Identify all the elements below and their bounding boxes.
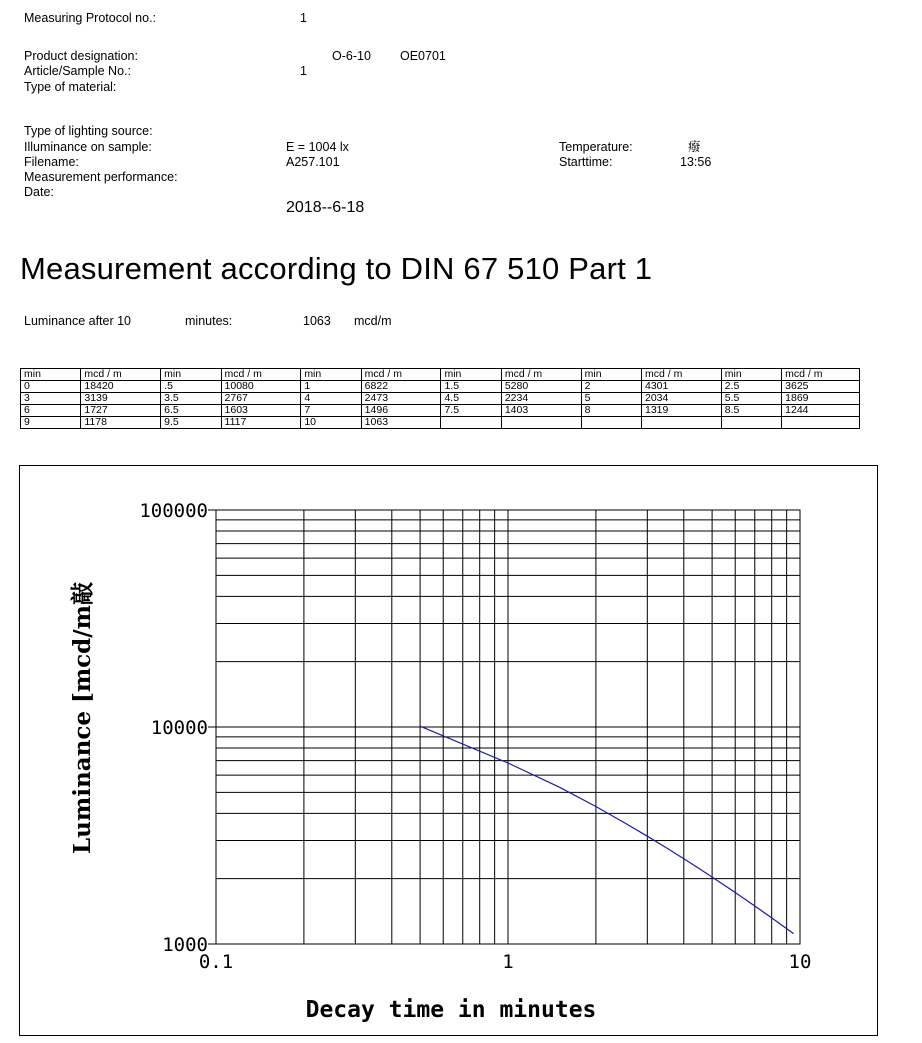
table-cell: 1869	[782, 393, 860, 405]
y-tick-label: 1000	[162, 934, 208, 956]
table-cell	[581, 417, 641, 429]
table-row	[21, 393, 860, 405]
table-header-cell: mcd / m	[501, 369, 581, 381]
material-label: Type of material:	[24, 80, 117, 94]
lighting-label: Type of lighting source:	[24, 124, 153, 138]
table-cell: 1319	[641, 405, 721, 417]
table-header-cell: mcd / m	[361, 369, 441, 381]
temperature-label: Temperature:	[559, 140, 633, 154]
decay-table	[20, 368, 860, 429]
table-cell: 8.5	[721, 405, 781, 417]
temperature-value: 癈	[688, 140, 701, 154]
table-cell: 2473	[361, 393, 441, 405]
table-cell: 10080	[221, 381, 301, 393]
x-tick-label: 0.1	[198, 951, 234, 973]
table-cell: 1727	[81, 405, 161, 417]
table-cell: 10	[301, 417, 361, 429]
table-cell: 2234	[501, 393, 581, 405]
table-cell: 0	[21, 381, 81, 393]
date-value: 2018--6-18	[286, 199, 365, 216]
table-header-row	[21, 369, 860, 381]
table-cell	[501, 417, 581, 429]
table-header-cell: min	[721, 369, 781, 381]
table-row	[21, 405, 860, 417]
table-cell: .5	[161, 381, 221, 393]
table-cell: 8	[581, 405, 641, 417]
table-cell	[721, 417, 781, 429]
decay-chart	[20, 466, 877, 1035]
table-header-cell: mcd / m	[782, 369, 860, 381]
table-cell: 1244	[782, 405, 860, 417]
table-cell: 18420	[81, 381, 161, 393]
table-cell: 9	[21, 417, 81, 429]
table-cell: 1403	[501, 405, 581, 417]
y-tick-label: 100000	[139, 500, 208, 522]
table-cell: 1603	[221, 405, 301, 417]
table-header-cell: mcd / m	[221, 369, 301, 381]
page-title: Measurement according to DIN 67 510 Part 1	[20, 251, 653, 286]
table-cell: 6	[21, 405, 81, 417]
table-cell: 6.5	[161, 405, 221, 417]
table-cell	[441, 417, 501, 429]
table-cell: 4	[301, 393, 361, 405]
product-label: Product designation:	[24, 49, 138, 63]
table-row	[21, 417, 860, 429]
table-cell: 2767	[221, 393, 301, 405]
table-cell: 1496	[361, 405, 441, 417]
grid-lines	[208, 510, 800, 944]
starttime-value: 13:56	[680, 155, 712, 169]
starttime-label: Starttime:	[559, 155, 613, 169]
illuminance-value: E = 1004 lx	[286, 140, 349, 154]
luminance-after-unit: mcd/m	[354, 314, 392, 328]
y-tick-labels	[139, 500, 208, 956]
table-header-cell: mcd / m	[641, 369, 721, 381]
article-label: Article/Sample No.:	[24, 64, 131, 78]
date-label: Date:	[24, 185, 54, 199]
table-cell: 2.5	[721, 381, 781, 393]
table-cell: 1	[301, 381, 361, 393]
table-cell	[641, 417, 721, 429]
filename-value: A257.101	[286, 155, 340, 169]
table-cell: 3625	[782, 381, 860, 393]
table-cell: 4.5	[441, 393, 501, 405]
x-tick-label: 10	[788, 951, 812, 973]
table-cell: 5.5	[721, 393, 781, 405]
product-code: OE0701	[400, 49, 446, 63]
protocol-label: Measuring Protocol no.:	[24, 11, 157, 25]
series-line	[420, 726, 793, 933]
table-row	[21, 381, 860, 393]
table-cell: 3.5	[161, 393, 221, 405]
illuminance-label: Illuminance on sample:	[24, 140, 152, 154]
performance-label: Measurement performance:	[24, 170, 178, 184]
table-cell: 5	[581, 393, 641, 405]
chart-frame	[19, 465, 878, 1036]
table-cell: 7.5	[441, 405, 501, 417]
table-cell: 9.5	[161, 417, 221, 429]
table-cell: 6822	[361, 381, 441, 393]
table-cell: 5280	[501, 381, 581, 393]
table-header-cell: mcd / m	[81, 369, 161, 381]
y-axis-label: Luminance [mcd/m敲	[69, 581, 96, 855]
table-cell: 1178	[81, 417, 161, 429]
product-value: O-6-10	[332, 49, 371, 63]
y-tick-label: 10000	[150, 717, 208, 739]
x-tick-label: 1	[502, 951, 514, 973]
table-cell: 2	[581, 381, 641, 393]
table-cell: 1117	[221, 417, 301, 429]
table-cell: 3139	[81, 393, 161, 405]
table-header-cell: min	[21, 369, 81, 381]
table-cell	[782, 417, 860, 429]
table-header-cell: min	[301, 369, 361, 381]
filename-label: Filename:	[24, 155, 79, 169]
luminance-after-unit-label: minutes:	[185, 314, 233, 328]
article-value: 1	[300, 64, 307, 78]
table-cell: 1.5	[441, 381, 501, 393]
luminance-after-label: Luminance after 10	[24, 314, 132, 328]
table-body	[21, 381, 860, 429]
x-tick-labels	[199, 951, 812, 973]
table-cell: 3	[21, 393, 81, 405]
table-cell: 4301	[641, 381, 721, 393]
x-axis-label: Decay time in minutes	[305, 997, 597, 1023]
protocol-value: 1	[300, 11, 307, 25]
table-header-cell: min	[581, 369, 641, 381]
table-cell: 1063	[361, 417, 441, 429]
table-header-cell: min	[441, 369, 501, 381]
table-cell: 2034	[641, 393, 721, 405]
table-header-cell: min	[161, 369, 221, 381]
luminance-after-value: 1063	[303, 314, 331, 328]
table-cell: 7	[301, 405, 361, 417]
